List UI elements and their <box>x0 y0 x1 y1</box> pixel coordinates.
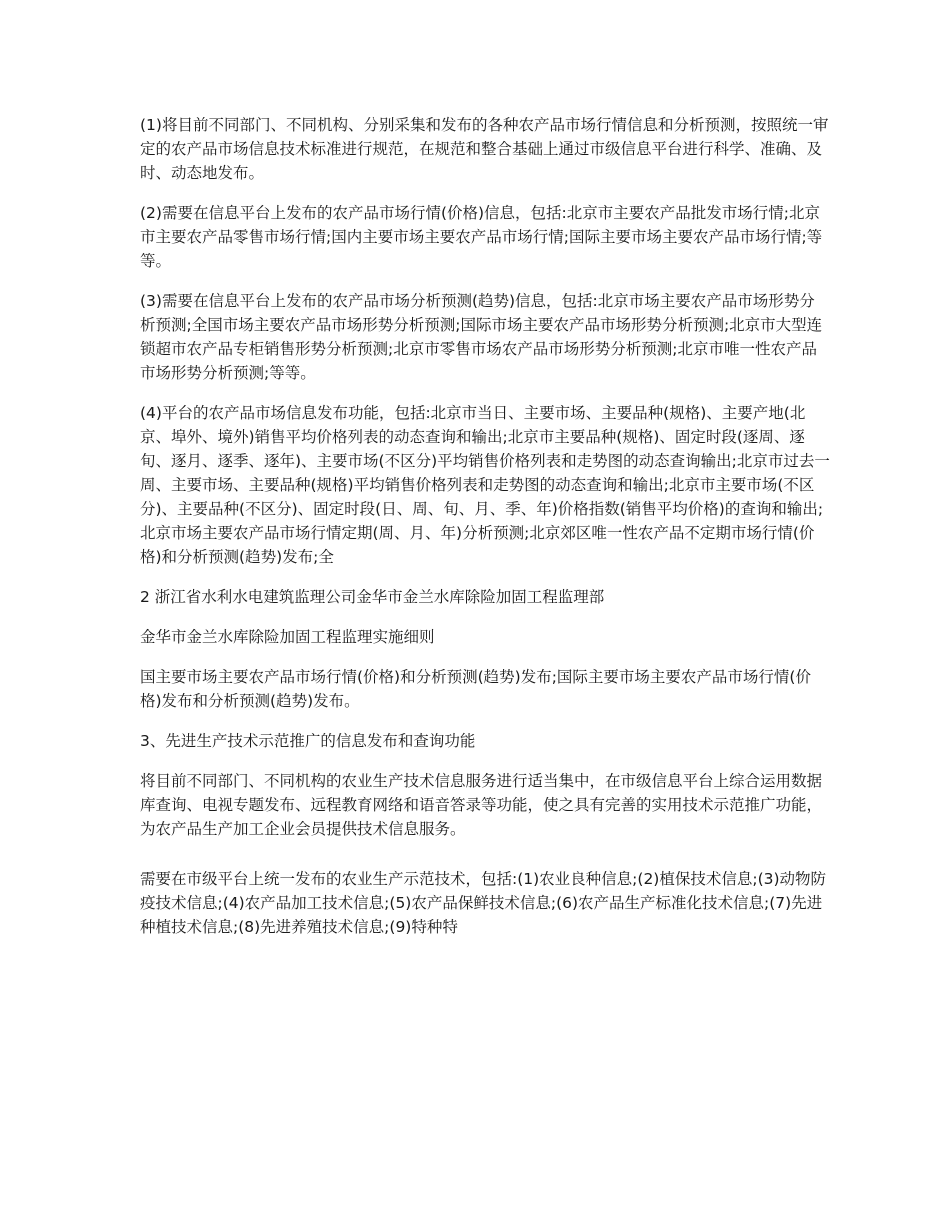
page-header-title: 金华市金兰水库除险加固工程监理实施细则 <box>140 628 435 646</box>
page-header-company: 2 浙江省水利水电建筑监理公司金华市金兰水库除险加固工程监理部 <box>140 588 605 606</box>
paragraph-tech-promotion-intro: 将目前不同部门、不同机构的农业生产技术信息服务进行适当集中，在市级信息平台上综合运用数据库查询、电视专题发布、远程教育网络和语音答录等功能，使之具有完善的实用技术示范推广功能，为农产品生产加工企业会员提供技术信息服务。 <box>140 772 823 838</box>
section-heading-tech-promotion: 3、先进生产技术示范推广的信息发布和查询功能 <box>140 732 476 750</box>
paragraph-market-info-2: (2)需要在信息平台上发布的农产品市场行情(价格)信息，包括:北京市主要农产品批发市场行情;北京市主要农产品零售市场行情;国内主要市场主要农产品市场行情;国际主要市场主要农产品市场行情;等等。 <box>140 204 823 270</box>
document-body <box>140 113 830 955</box>
paragraph-market-info-4: (4)平台的农产品市场信息发布功能，包括:北京市当日、主要市场、主要品种(规格)、主要产地(北京、埠外、境外)销售平均价格列表的动态查询和输出;北京市主要品种(规格)、固定时段(逐周、逐旬、逐月、逐季、逐年)、主要市场(不区分)平均销售价格列表和走势图的动态查询输出;北京市过去一周、主要市场、主要品种(规格)平均销售价格列表和走势图的动态查询和输出;北京市主要市场(不区分)、主要品种(不区分)、固定时段(日、周、旬、月、季、年)价格指数(销售平均价格)的查询和输出;北京市场主要农产品市场行情定期(周、月、年)分析预测;北京郊区唯一性农产品不定期市场行情(价格)和分析预测(趋势)发布;全 <box>140 404 830 566</box>
paragraph-tech-promotion-list: 需要在市级平台上统一发布的农业生产示范技术，包括:(1)农业良种信息;(2)植保技术信息;(3)动物防疫技术信息;(4)农产品加工技术信息;(5)农产品保鲜技术信息;(6)农产品生产标准化技术信息;(7)先进种植技术信息;(8)先进养殖技术信息;(9)特种特 <box>140 870 827 936</box>
paragraph-market-info-3: (3)需要在信息平台上发布的农产品市场分析预测(趋势)信息，包括:北京市场主要农产品市场形势分析预测;全国市场主要农产品市场形势分析预测;国际市场主要农产品市场形势分析预测;北京市大型连锁超市农产品专柜销售形势分析预测;北京市零售市场农产品市场形势分析预测;北京市唯一性农产品市场形势分析预测;等等。 <box>140 292 823 382</box>
paragraph-market-info-continued: 国主要市场主要农产品市场行情(价格)和分析预测(趋势)发布;国际主要市场主要农产品市场行情(价格)发布和分析预测(趋势)发布。 <box>140 668 811 710</box>
paragraph-market-info-1: (1)将目前不同部门、不同机构、分别采集和发布的各种农产品市场行情信息和分析预测，按照统一审定的农产品市场信息技术标准进行规范，在规范和整合基础上通过市级信息平台进行科学、准确、及时、动态地发布。 <box>140 116 829 182</box>
